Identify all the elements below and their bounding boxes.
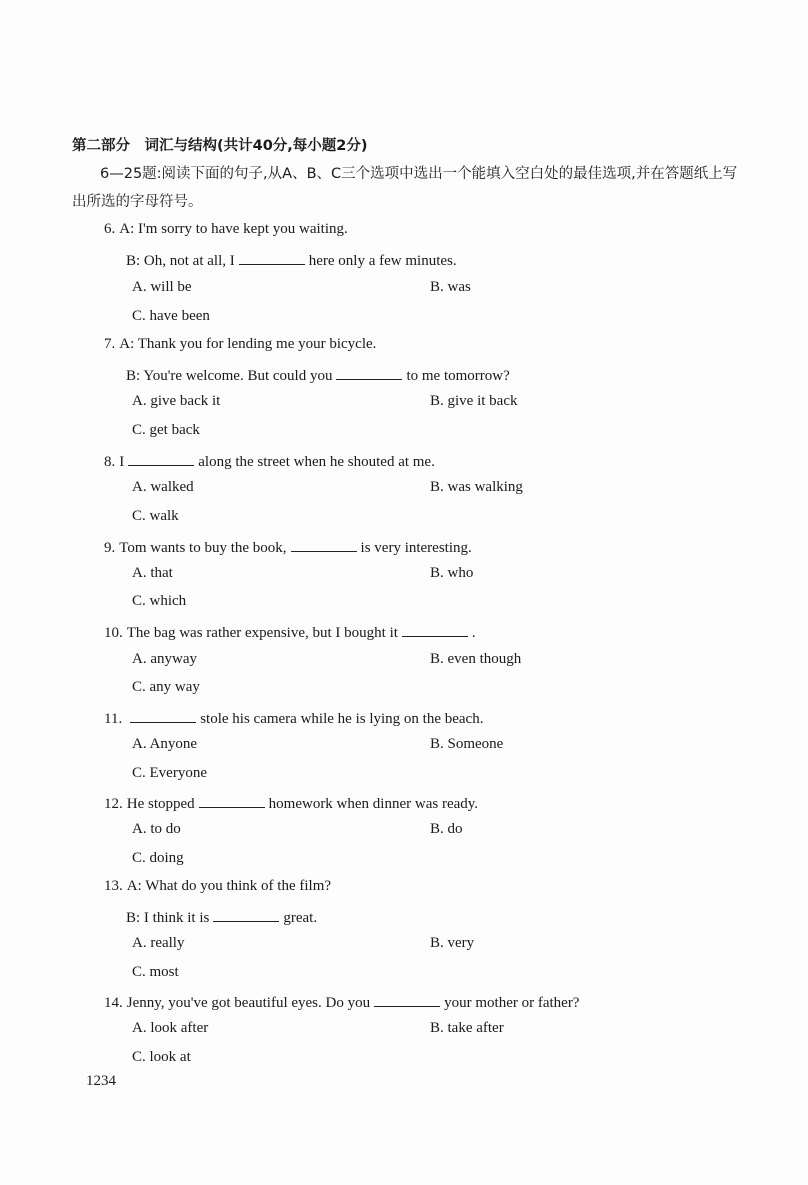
question-text-after-blank: homework when dinner was ready.	[268, 796, 479, 812]
question-number: 14.	[104, 995, 123, 1011]
answer-blank[interactable]	[402, 622, 468, 637]
option-b: B. even though	[430, 651, 522, 667]
instructions	[72, 160, 748, 216]
question-text-after-blank: stole his camera while he is lying on the beach.	[200, 711, 484, 727]
question-text-after-blank: here only a few minutes.	[308, 253, 457, 269]
answer-blank[interactable]	[130, 708, 196, 723]
question-number: 10.	[104, 625, 123, 641]
option-a: A. really	[132, 935, 185, 951]
answer-blank[interactable]	[374, 992, 440, 1007]
question-text-after-blank: along the street when he shouted at me.	[198, 454, 435, 470]
option-c: C. get back	[132, 422, 200, 438]
question-line	[126, 907, 317, 927]
option-a: A. walked	[132, 479, 194, 495]
option-a: A. anyway	[132, 651, 197, 667]
answer-blank[interactable]	[291, 537, 357, 552]
question-text: Tom wants to buy the book,	[119, 540, 287, 556]
question-stem	[104, 221, 348, 238]
option-a: A. that	[132, 565, 173, 581]
question-number: 9.	[104, 540, 116, 556]
answer-blank[interactable]	[239, 250, 305, 265]
question-stem	[104, 451, 435, 471]
question-text-after-blank: is very interesting.	[360, 540, 472, 556]
question-text: He stopped	[126, 796, 195, 812]
option-b: B. who	[430, 565, 474, 581]
option-c: C. Everyone	[132, 765, 207, 781]
question-stem	[104, 878, 331, 895]
question-text-after-blank: great.	[283, 910, 318, 926]
option-b: B. give it back	[430, 393, 518, 409]
question-text: B: I think it is	[126, 910, 210, 926]
option-b: B. was	[430, 279, 471, 295]
page-number: 1234	[86, 1073, 116, 1089]
option-a: A. Anyone	[132, 736, 197, 752]
question-line	[126, 365, 510, 385]
question-stem	[104, 537, 472, 557]
question-text-after-blank: to me tomorrow?	[406, 368, 510, 384]
option-c: C. walk	[132, 508, 179, 524]
question-number: 13.	[104, 878, 123, 894]
option-a: A. look after	[132, 1020, 209, 1036]
option-c: C. look at	[132, 1049, 191, 1065]
question-text: A: What do you think of the film?	[126, 878, 332, 894]
question-text: Jenny, you've got beautiful eyes. Do you	[126, 995, 371, 1011]
option-b: B. Someone	[430, 736, 504, 752]
question-text: The bag was rather expensive, but I bought it	[126, 625, 398, 641]
question-stem	[104, 793, 478, 813]
question-number: 11.	[104, 711, 123, 727]
question-text: B: You're welcome. But could you	[126, 368, 333, 384]
question-text-after-blank: .	[471, 625, 476, 641]
question-text: I	[119, 454, 125, 470]
question-stem	[104, 622, 476, 642]
question-text-after-blank: your mother or father?	[444, 995, 580, 1011]
option-a: A. give back it	[132, 393, 221, 409]
instructions-text: 6—25题:阅读下面的句子,从A、B、C三个选项中选出一个能填入空白处的最佳选项,并在答题纸上写出所选的字母符号。	[72, 166, 738, 210]
question-number: 8.	[104, 454, 116, 470]
question-stem	[104, 708, 483, 728]
question-stem	[104, 992, 579, 1012]
question-text: A: I'm sorry to have kept you waiting.	[119, 221, 348, 237]
answer-blank[interactable]	[199, 793, 265, 808]
option-b: B. was walking	[430, 479, 523, 495]
option-b: B. do	[430, 821, 463, 837]
option-c: C. any way	[132, 679, 200, 695]
question-number: 6.	[104, 221, 116, 237]
section-title: 第二部分 词汇与结构(共计40分,每小题2分)	[72, 138, 368, 154]
option-c: C. doing	[132, 850, 184, 866]
question-stem	[104, 336, 376, 353]
option-b: B. take after	[430, 1020, 504, 1036]
answer-blank[interactable]	[128, 451, 194, 466]
option-c: C. which	[132, 593, 187, 609]
question-line	[126, 250, 457, 270]
option-a: A. to do	[132, 821, 181, 837]
answer-blank[interactable]	[213, 907, 279, 922]
option-c: C. most	[132, 964, 179, 980]
answer-blank[interactable]	[336, 365, 402, 380]
question-number: 12.	[104, 796, 123, 812]
question-text: B: Oh, not at all, I	[126, 253, 235, 269]
option-b: B. very	[430, 935, 475, 951]
option-a: A. will be	[132, 279, 192, 295]
question-text: A: Thank you for lending me your bicycle.	[119, 336, 377, 352]
question-number: 7.	[104, 336, 116, 352]
option-c: C. have been	[132, 308, 210, 324]
